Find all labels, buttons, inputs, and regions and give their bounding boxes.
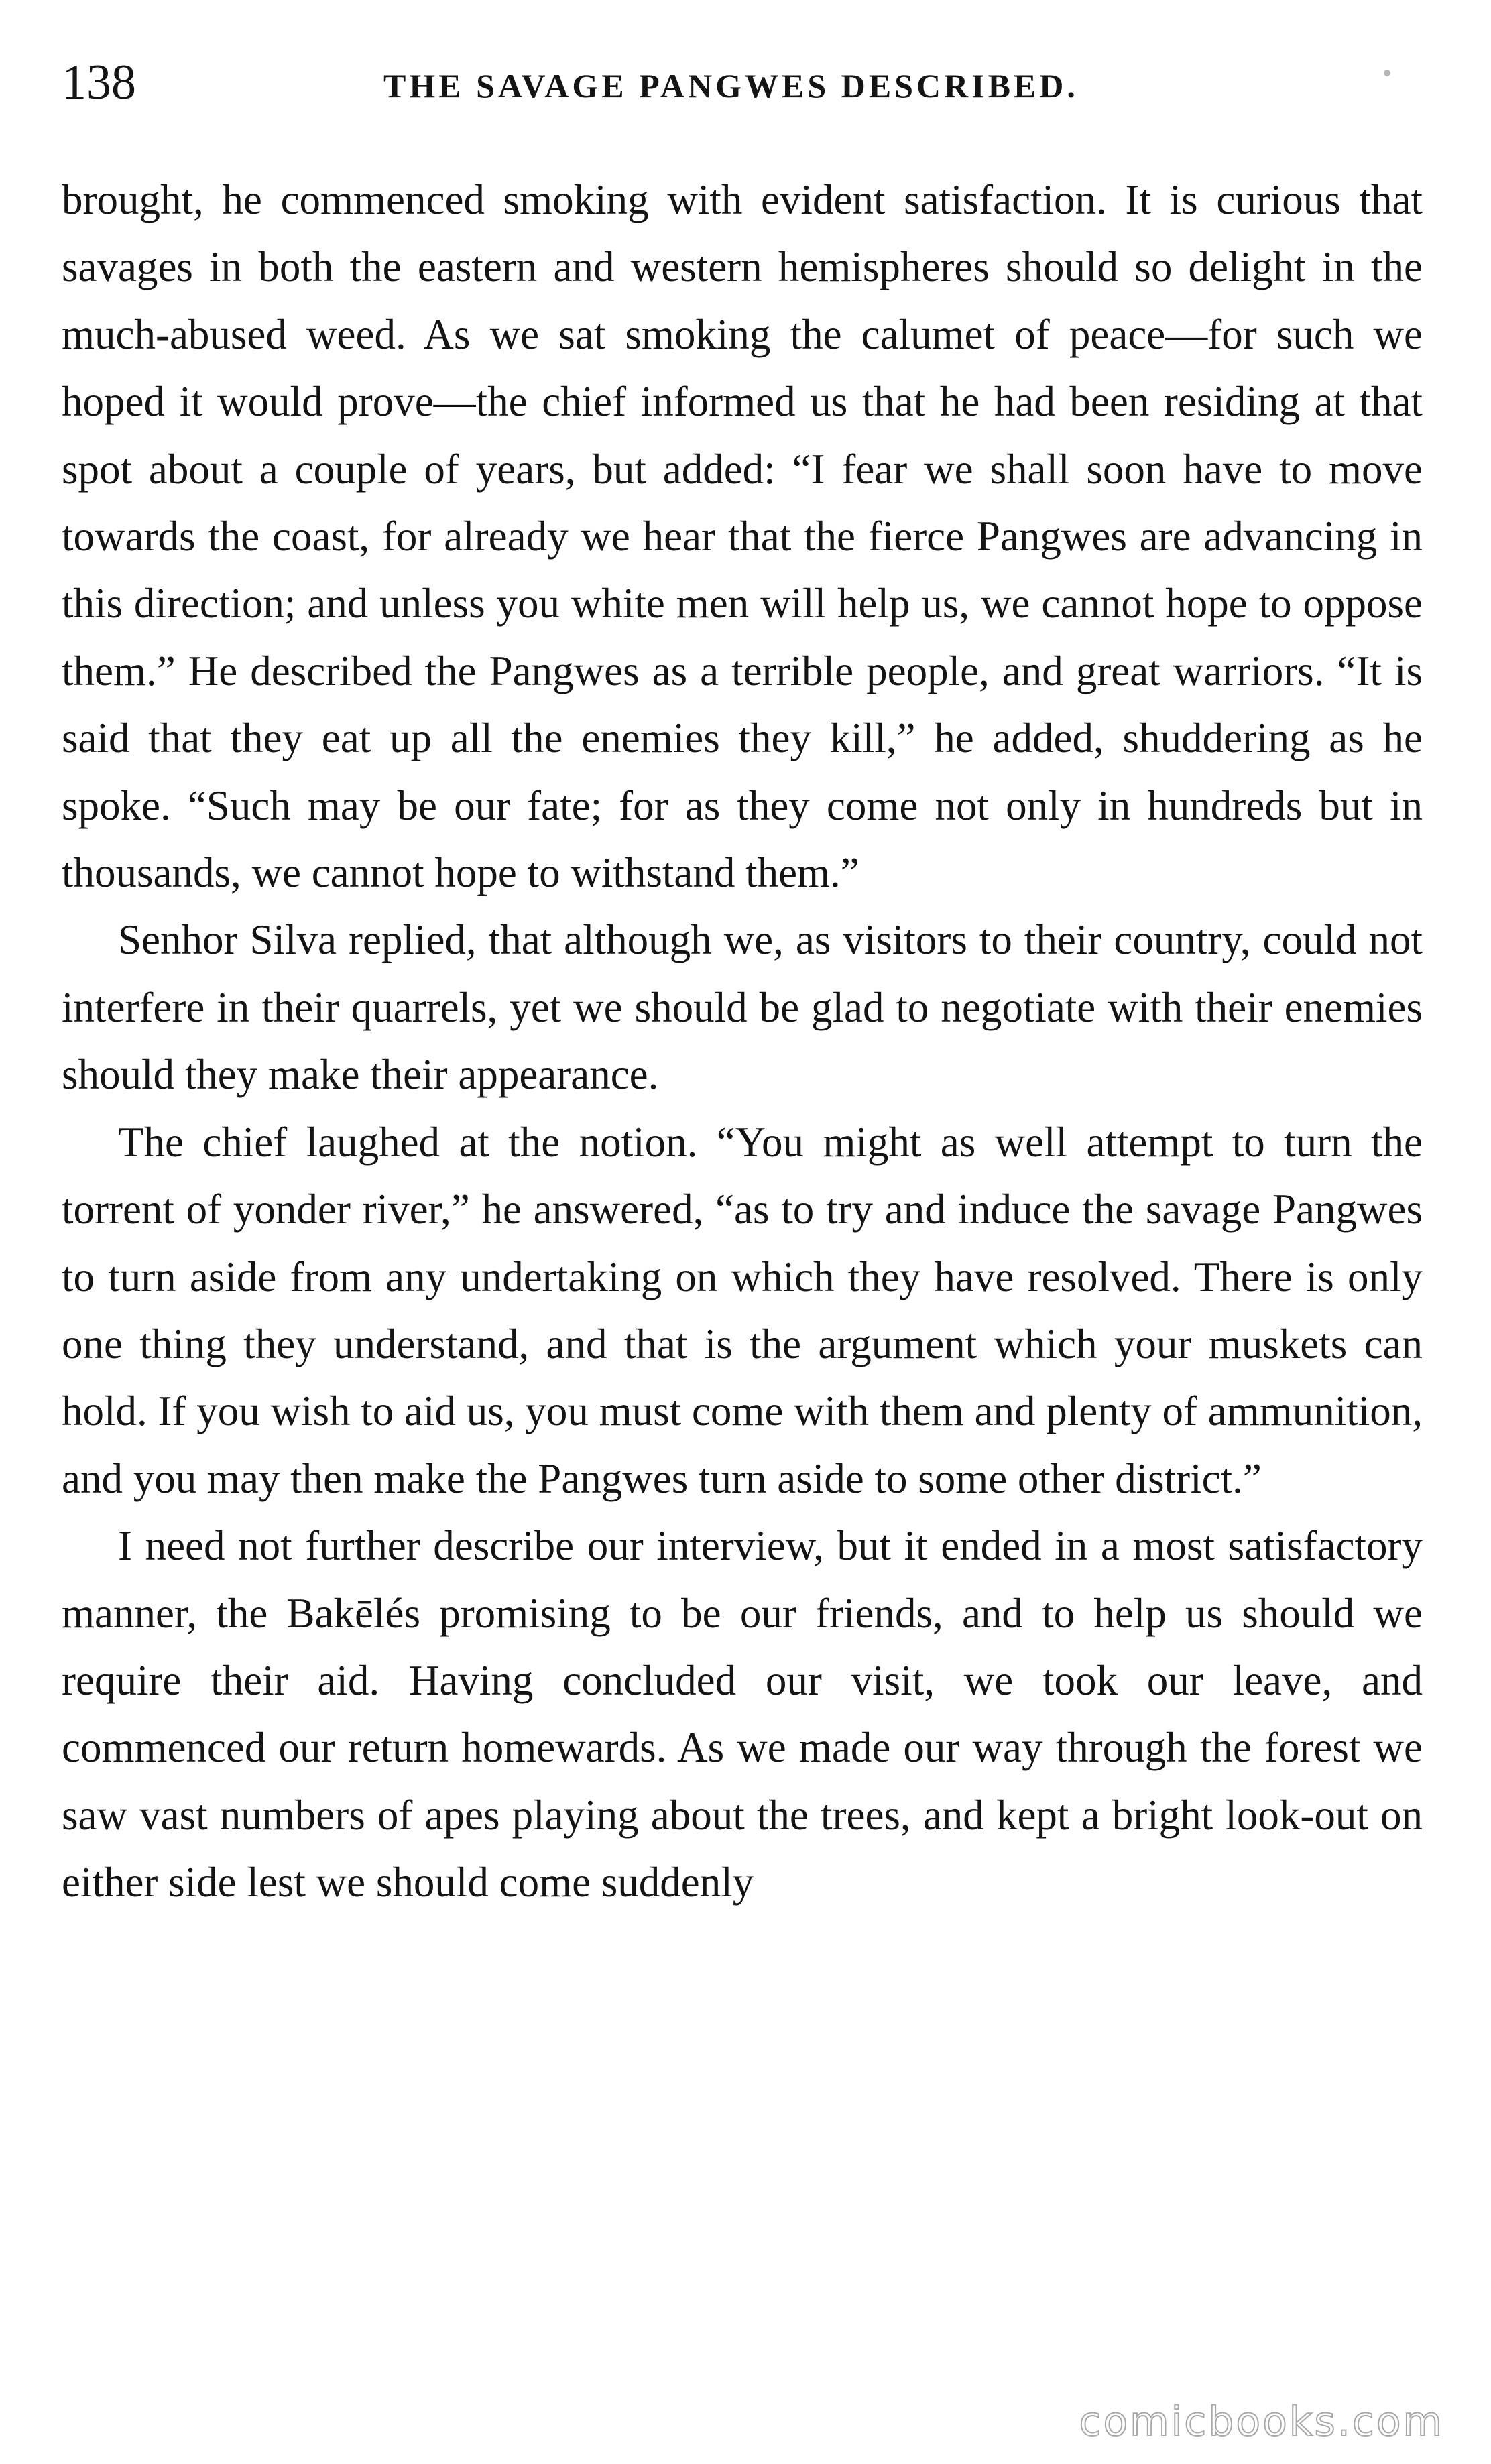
paragraph-senhor-silva: Senhor Silva replied, that although we, as visitors to their country, could not interfere in their quarrels, yet we should be glad to negotiate with their enemies should they make their appearance. [62,916,1423,1099]
paragraph-chief-laughed: The chief laughed at the notion. “You might as well attempt to turn the torrent of yonder river,” he answered, “as to try and induce the savage Pangwes to turn aside from any undertaking on which they have resolved. There is only one thing they understand, and that is the argument which your muskets can hold. If you wish to aid us, you must come with them and plenty of ammunition, and you may then make the Pangwes turn aside to some other district.” [62,1118,1423,1502]
watermark: comicbooks.com [1079,2398,1444,2445]
paragraph-continued: brought, he commenced smoking with evident satisfaction. It is curious that savages in both the eastern and western hemispheres should so delight in the much-abused weed. As we sat smoking the calumet of peace—for such we hoped it would prove—the chief informed us that he had been residing at that spot about a couple of years, but added: “I fear we shall soon have to move towards the coast, for already we hear that the fierce Pangwes are advancing in this direction; and unless you white men will help us, we cannot hope to oppose them.” He described the Pangwes as a terrible people, and great warriors. “It is said that they eat up all the enemies they kill,” he added, shuddering as he spoke. “Such may be our fate; for as they come not only in hundreds but in thousands, we cannot hope to withstand them.” [62,176,1423,897]
speck-mark [1384,70,1390,76]
body-text [62,166,1423,1916]
page-number: 138 [62,55,136,110]
paragraph-interview: I need not further describe our interview, but it ended in a most satisfactory manner, the Bakēlés promising to be our friends, and to help us should we require their aid. Having concluded our visit, we took our leave, and commenced our return homewards. As we made our way through the forest we saw vast numbers of apes playing about the trees, and kept a bright look-out on either side lest we should come suddenly [62,1522,1423,1906]
running-title: THE SAVAGE PANGWES DESCRIBED. [383,67,1079,105]
running-head [62,52,1429,113]
